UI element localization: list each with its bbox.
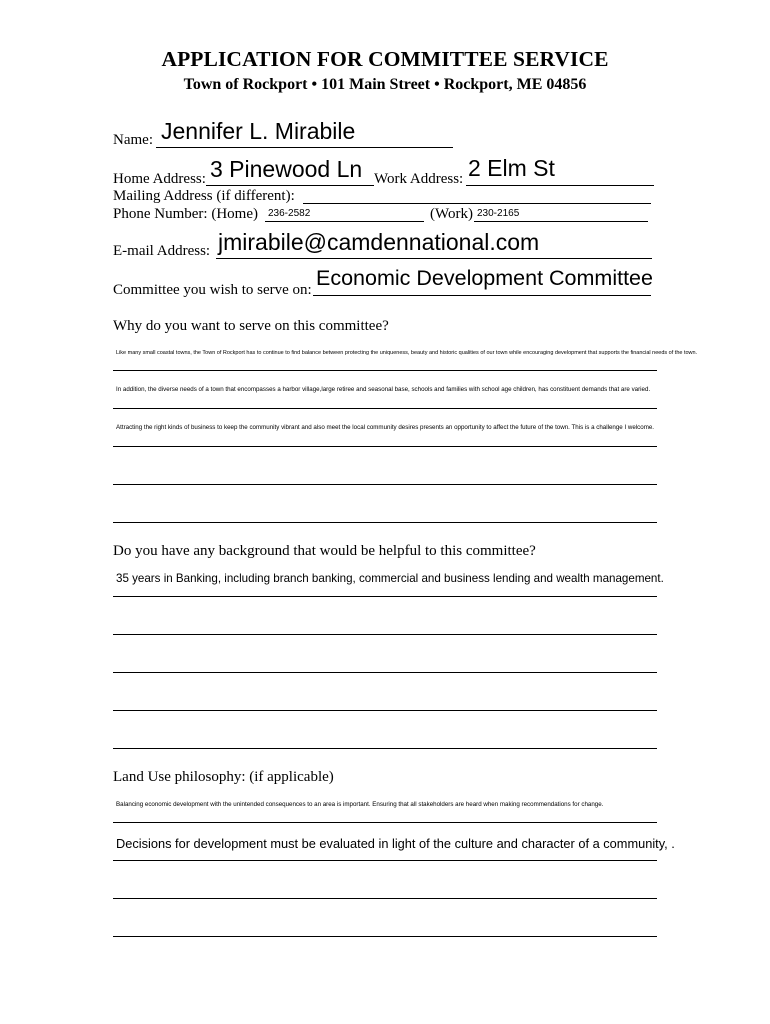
name-value[interactable]: Jennifer L. Mirabile — [161, 118, 356, 144]
work-address-underline — [466, 185, 654, 186]
home-address-label: Home Address: — [113, 171, 206, 187]
name-label: Name: — [113, 132, 153, 148]
committee-label: Committee you wish to serve on: — [113, 282, 312, 298]
phone-home-underline — [265, 221, 424, 222]
land-use-answer-line-2[interactable]: Decisions for development must be evaluated in light of the culture and character of a community, . — [116, 836, 675, 851]
land-use-answer-underline-3 — [113, 898, 657, 899]
work-address-label: Work Address: — [374, 171, 464, 187]
background-answer-underline-2 — [113, 634, 657, 635]
background-question-label: Do you have any background that would be helpful to this committee? — [113, 543, 536, 559]
home-address-underline — [206, 185, 374, 186]
committee-value[interactable]: Economic Development Committee — [316, 266, 653, 290]
email-underline — [216, 258, 652, 259]
background-answer-underline-4 — [113, 710, 657, 711]
name-underline — [156, 147, 453, 148]
why-answer-line-3[interactable]: Attracting the right kinds of business to keep the community vibrant and also meet the local community desires presents an opportunity to affect the future of the town. This is a challenge I welcome. — [116, 424, 655, 431]
form-title: APPLICATION FOR COMMITTEE SERVICE — [161, 47, 609, 71]
background-answer-underline-3 — [113, 672, 657, 673]
phone-work-value[interactable]: 230-2165 — [477, 208, 520, 219]
phone-home-value[interactable]: 236-2582 — [268, 208, 311, 219]
phone-home-label: Phone Number: (Home) — [113, 206, 258, 222]
home-address-value[interactable]: 3 Pinewood Ln — [210, 156, 363, 182]
land-use-answer-underline-4 — [113, 936, 657, 937]
why-answer-line-1[interactable]: Like many small coastal towns, the Town of Rockport has to continue to find balance between protecting the uniqueness, beauty and historic qualities of our town while encouraging development that supports the financial needs of the town. — [116, 350, 698, 356]
mailing-address-underline — [303, 203, 651, 204]
why-question-label: Why do you want to serve on this committee? — [113, 318, 389, 334]
phone-work-underline — [474, 221, 648, 222]
background-answer-underline-1 — [113, 596, 657, 597]
phone-work-label: (Work) — [430, 206, 473, 222]
land-use-answer-underline-2 — [113, 860, 657, 861]
why-answer-underline-3 — [113, 446, 657, 447]
committee-underline — [313, 295, 651, 296]
mailing-address-label: Mailing Address (if different): — [113, 188, 295, 204]
work-address-value[interactable]: 2 Elm St — [468, 155, 555, 181]
background-answer-underline-5 — [113, 748, 657, 749]
email-value[interactable]: jmirabile@camdennational.com — [218, 229, 540, 255]
email-label: E-mail Address: — [113, 243, 211, 259]
land-use-answer-underline-1 — [113, 822, 657, 823]
land-use-question-label: Land Use philosophy: (if applicable) — [113, 769, 334, 785]
why-answer-underline-1 — [113, 370, 657, 371]
form-subtitle: Town of Rockport • 101 Main Street • Rockport, ME 04856 — [183, 76, 587, 93]
why-answer-underline-5 — [113, 522, 657, 523]
why-answer-underline-4 — [113, 484, 657, 485]
why-answer-line-2[interactable]: In addition, the diverse needs of a town that encompasses a harbor village,large retiree and seasonal base, schools and families with school age children, has constituent demands that are varied. — [116, 386, 651, 393]
background-answer-line-1[interactable]: 35 years in Banking, including branch banking, commercial and business lending and wealth management. — [116, 572, 664, 585]
land-use-answer-line-1[interactable]: Balancing economic development with the unintended consequences to an area is important. Ensuring that all stakeholders are heard when making recommendations for change. — [116, 801, 604, 808]
why-answer-underline-2 — [113, 408, 657, 409]
